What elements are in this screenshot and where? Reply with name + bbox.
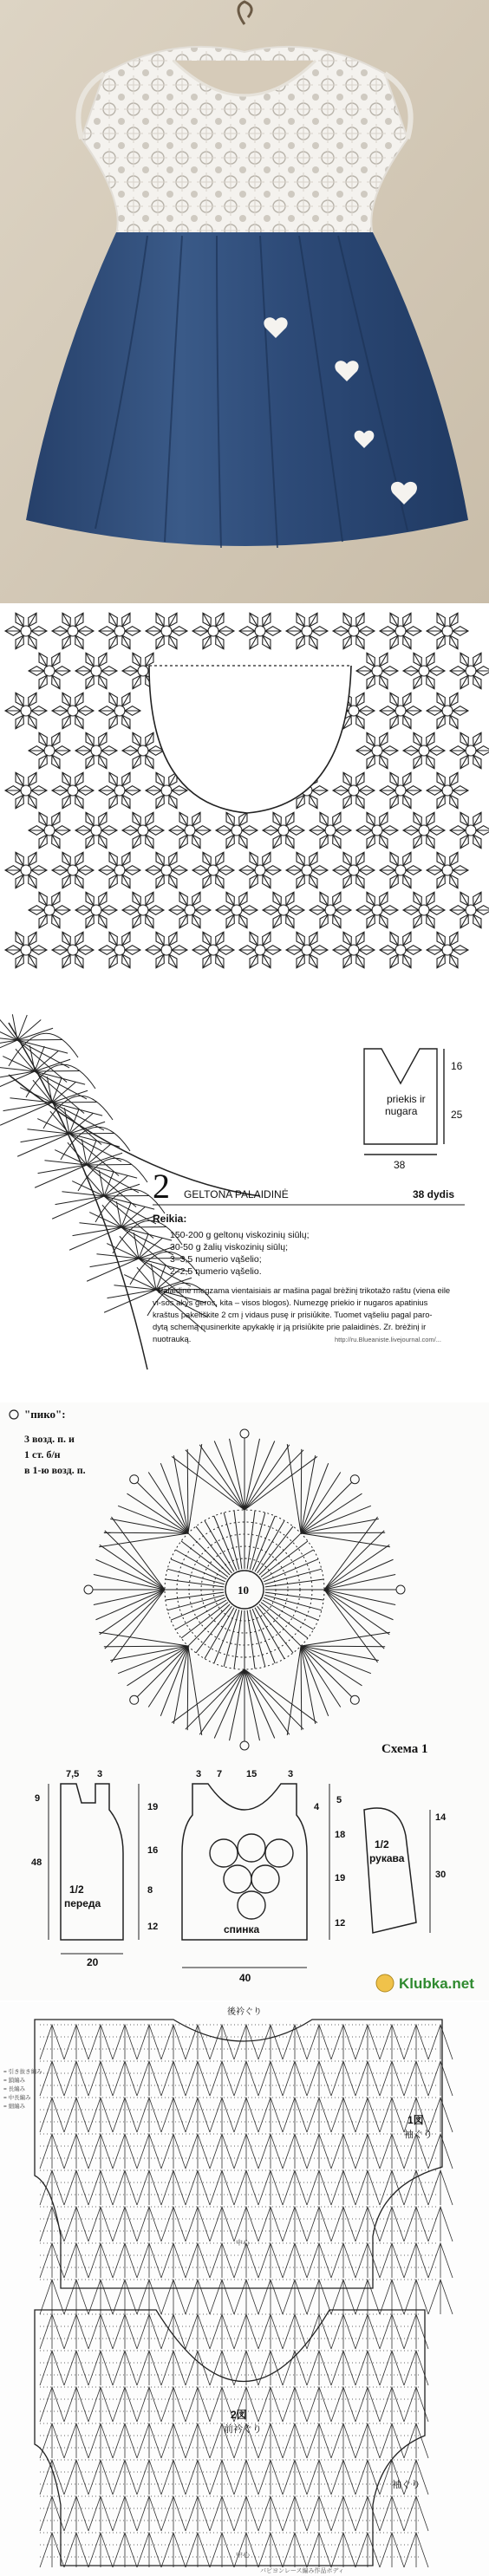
pattern-size: 38 dydis — [413, 1188, 455, 1200]
shape-label-2: nugara — [385, 1105, 418, 1117]
para-2: vi-sos akys geros, kita – visos blogos). Numezgę priekio ir nugaros apatinius — [153, 1298, 428, 1307]
dim-7-5: 7,5 — [66, 1769, 80, 1779]
dim-16: 16 — [147, 1845, 159, 1856]
para-3: kraštus pakeliškite 2 cm į vidaus pusę ir prisiūkite. Tuomet vąšeliu pagal paro- — [153, 1310, 433, 1319]
jp-legend-e: = 細編み — [3, 2104, 26, 2110]
para-4: dytą schemą nusinerkite apykaklę ir ją prisiūkite prie palaidinės. Zr. brėžinį ir — [153, 1322, 427, 1331]
jp-bottom-text: パピヨンレース編み作品ボディ — [260, 2568, 344, 2574]
dim-3c: 3 — [288, 1769, 294, 1779]
pattern-title: GELTONA PALAIDINĖ — [184, 1188, 289, 1200]
motif-schema-panel — [0, 1402, 489, 2000]
back-label: спинка — [224, 1923, 260, 1935]
legend-piko: "пико": — [24, 1408, 66, 1421]
para-5: nuotrauką. — [153, 1334, 192, 1343]
jp-legend-b: = 鎖編み — [3, 2078, 26, 2084]
dim-3b: 3 — [196, 1769, 202, 1779]
japanese-chart-panel — [0, 2002, 489, 2576]
dim-sl-18: 18 — [335, 1830, 346, 1840]
jp-legend-a: = 引き抜き編み — [3, 2069, 42, 2075]
dim-sl-19: 19 — [335, 1873, 346, 1883]
photo-panel — [0, 0, 489, 603]
jp-legend-c: = 長編み — [3, 2086, 26, 2092]
shape-label-1: priekis ir — [387, 1093, 426, 1105]
jp-back-neck: 後衿ぐり — [227, 2007, 262, 2017]
pineapple-chart — [0, 2002, 489, 2576]
dim-sl-12: 12 — [335, 1918, 346, 1929]
dim-sl-30: 30 — [435, 1870, 447, 1880]
dim-48: 48 — [31, 1857, 42, 1868]
dim-25: 25 — [451, 1109, 463, 1121]
jp-legend-d: = 中長編み — [3, 2095, 31, 2101]
jp-fig-1: 1図 — [408, 2114, 424, 2126]
reikia-heading: Reikia: — [153, 1213, 187, 1225]
dim-40: 40 — [239, 1972, 251, 1984]
motif-chart — [0, 1402, 489, 2000]
req-4: 2–2,5 numerio vąšelio. — [170, 1266, 262, 1277]
dim-8: 8 — [147, 1885, 153, 1896]
jp-armhole-2: 袖ぐり — [392, 2480, 421, 2490]
dim-19: 19 — [147, 1802, 159, 1812]
sleeve-label-1: 1/2 — [375, 1838, 389, 1851]
collar-pattern-panel — [0, 1005, 489, 1401]
jp-center-2: 中心 — [236, 2551, 250, 2559]
dim-9: 9 — [35, 1793, 41, 1804]
klubka-logo: Klubka.net — [399, 1975, 474, 1992]
star-motif-yoke-diagram — [0, 605, 489, 1004]
sleeve-label-2: рукава — [369, 1852, 405, 1864]
req-2: 30-50 g žalių viskozinių siūlų; — [170, 1242, 288, 1252]
dim-12: 12 — [147, 1922, 159, 1932]
front-label-1: 1/2 — [69, 1883, 84, 1896]
watermark: http://ru.Blueaniste.livejournal.com/... — [335, 1336, 441, 1343]
front-label-2: переда — [64, 1897, 101, 1909]
dim-16: 16 — [451, 1060, 463, 1072]
legend-line-1: 3 возд. п. и — [24, 1433, 75, 1445]
jp-armhole-1: 袖ぐり — [404, 2130, 433, 2140]
jp-center-1: 中心 — [236, 2239, 250, 2247]
jp-front-neck: 前衿ぐり — [224, 2424, 262, 2435]
dim-20: 20 — [87, 1956, 99, 1968]
legend-line-2: 1 ст. б/н — [24, 1448, 61, 1460]
dim-4: 4 — [314, 1802, 320, 1812]
dress-photo — [0, 0, 489, 603]
para-1: Palaidinė megzama vientaisiais ar mašina pagal brėžinį trikotažo raštu (viena eile — [158, 1285, 451, 1295]
dim-7: 7 — [217, 1769, 223, 1779]
dim-sl-5: 5 — [336, 1795, 342, 1805]
dim-sl-14: 14 — [435, 1812, 447, 1823]
req-1: 150-200 g geltonų viskozinių siūlų; — [170, 1230, 310, 1240]
motif-center-label: 10 — [238, 1584, 249, 1597]
yoke-diagram-panel — [0, 605, 489, 1004]
dim-38: 38 — [394, 1159, 406, 1171]
req-3: 3–3,5 numerio vąšelio; — [170, 1254, 262, 1265]
dim-3a: 3 — [97, 1769, 103, 1779]
collar-chart — [0, 1005, 489, 1401]
schema-label: Схема 1 — [381, 1742, 428, 1756]
legend-line-3: в 1-ю возд. п. — [24, 1464, 86, 1476]
pattern-number: 2 — [153, 1167, 170, 1206]
dim-15: 15 — [246, 1769, 258, 1779]
jp-fig-2: 2図 — [231, 2409, 247, 2421]
